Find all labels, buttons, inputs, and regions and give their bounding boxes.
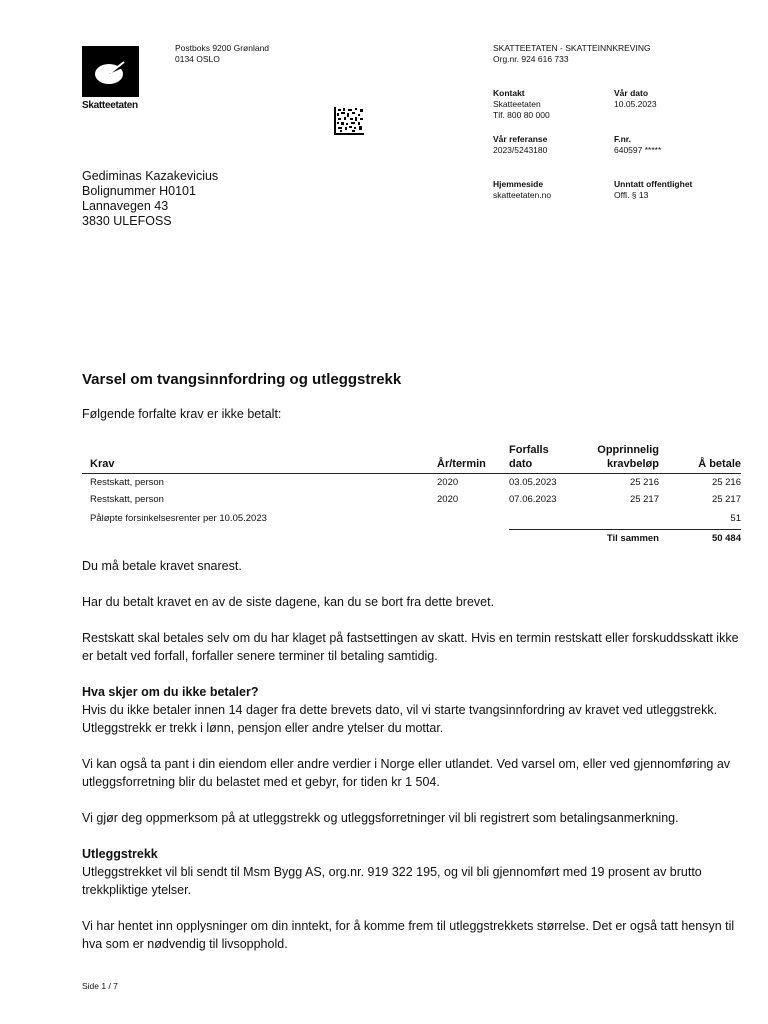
cell-opprinnelig: 25 216 [629,477,659,488]
table-row-renter [82,508,741,530]
sender-address-line1: Postboks 9200 Grønland [175,43,270,53]
paragraph-5: Vi kan også ta pant i din eiendom eller andre verdier i Norge eller utlandet. Ved varsel om, eller ved gjennomføring av utleggsforretning blir du belastet med et gebyr, for tiden kr 1 504. [82,757,731,789]
paragraph-4: Hvis du ikke betaler innen 14 dager fra dette brevets dato, vil vi starte tvangsinnfordring av kravet ved utleggstrekk. Utleggstrekk er trekk i lønn, pensjon eller andre ytelser du mottar. [82,703,718,735]
col-opprinnelig-line2: kravbeløp [607,458,659,470]
krav-table-wrapper [82,443,741,547]
cell-renter-value: 51 [730,513,741,524]
org-name: SKATTEETATEN - SKATTEINNKREVING [493,43,651,53]
meta-hjemmeside [493,179,551,201]
paragraph-6: Vi gjør deg oppmerksom på at utleggstrekk og utleggsforretninger vil bli registrert som betalingsanmerkning. [82,811,679,825]
meta-referanse [493,134,547,156]
referanse-label: Vår referanse [493,134,548,144]
cell-ar: 2020 [437,494,459,505]
fnr-value: 640597 ***** [614,145,662,155]
recipient-name: Gediminas Kazakevicius [82,169,219,183]
kontakt-value1: Skatteetaten [493,99,541,109]
table-header-row [82,443,741,474]
cell-ar: 2020 [437,477,459,488]
intro-text: Følgende forfalte krav er ikke betalt: [82,407,282,421]
org-number: Org.nr. 924 616 733 [493,54,569,64]
recipient-address [82,169,218,229]
recipient-line4: 3830 ULEFOSS [82,214,172,228]
recipient-line2: Bolignummer H0101 [82,184,196,198]
total-spacer [437,530,509,548]
section-heading-hva-skjer: Hva skjer om du ikke betaler? [82,685,259,699]
cell-krav: Restskatt, person [90,494,164,505]
paragraph-8: Vi har hentet inn opplysninger om din inntekt, for å komme frem til utleggstrekkets størrelse. Det er også tatt hensyn til hva som er nødvendig til livsopphold. [82,919,735,951]
table-row [82,491,741,508]
col-forfalls-line2: dato [509,458,533,470]
cell-betale: 25 216 [711,477,741,488]
unntatt-value: Offl. § 13 [614,190,649,200]
meta-var-dato [614,88,657,110]
col-ar-termin: År/termin [437,443,509,474]
meta-fnr [614,134,661,156]
table-row [82,474,741,492]
hjemmeside-label: Hjemmeside [493,179,544,189]
org-info [493,43,651,65]
kontakt-value2: Tlf. 800 80 000 [493,110,550,120]
kontakt-label: Kontakt [493,88,525,98]
hjemmeside-value[interactable]: skatteetaten.no [493,190,552,200]
paragraph-7: Utleggstrekket vil bli sendt til Msm Bygg AS, org.nr. 919 322 195, og vil bli gjennomført med 19 prosent av brutto trekkpliktige ytelser. [82,865,702,897]
col-opprinnelig [581,443,659,474]
col-krav: Krav [82,443,437,474]
cell-renter-label: Påløpte forsinkelsesrenter per 10.05.2023 [90,513,267,524]
col-forfallsdato [509,443,581,474]
var-dato-value: 10.05.2023 [614,99,657,109]
page-title: Varsel om tvangsinnfordring og utleggstrekk [82,371,402,388]
paragraph-3: Restskatt skal betales selv om du har klaget på fastsettingen av skatt. Hvis en termin restskatt eller forskuddsskatt ikke er betalt ved forfall, forfaller senere terminer til betaling samtidig. [82,631,739,663]
letter-body [82,557,742,953]
sender-address-line2: 0134 OSLO [175,54,220,64]
skatteetaten-logo [82,46,139,97]
sender-address [175,43,269,65]
paragraph-1: Du må betale kravet snarest. [82,559,242,573]
fnr-label: F.nr. [614,134,632,144]
meta-kontakt [493,88,623,121]
cell-betale: 25 217 [711,494,741,505]
cell-dato: 03.05.2023 [509,477,557,488]
col-forfalls-line1: Forfalls [509,444,549,456]
var-dato-label: Vår dato [614,88,649,98]
unntatt-label: Unntatt offentlighet [614,179,693,189]
total-value: 50 484 [659,530,741,548]
logo-text: Skatteetaten [82,100,138,111]
meta-unntatt [614,179,692,201]
section-heading-utleggstrekk: Utleggstrekk [82,847,158,861]
cell-dato: 07.06.2023 [509,494,557,505]
datamatrix-barcode [334,107,364,140]
total-spacer [82,530,437,548]
table-total-row [82,530,741,548]
cell-krav: Restskatt, person [90,477,164,488]
logo-emblem-icon [82,46,139,97]
total-label: Til sammen [509,530,659,548]
cell-opprinnelig: 25 217 [629,494,659,505]
col-opprinnelig-line1: Opprinnelig [597,444,659,456]
krav-table [82,443,741,547]
paragraph-2: Har du betalt kravet en av de siste dagene, kan du se bort fra dette brevet. [82,595,495,609]
referanse-value: 2023/5243180 [493,145,548,155]
recipient-line3: Lannavegen 43 [82,199,169,213]
col-a-betale: Å betale [659,443,741,474]
page-number: Side 1 / 7 [82,981,118,991]
